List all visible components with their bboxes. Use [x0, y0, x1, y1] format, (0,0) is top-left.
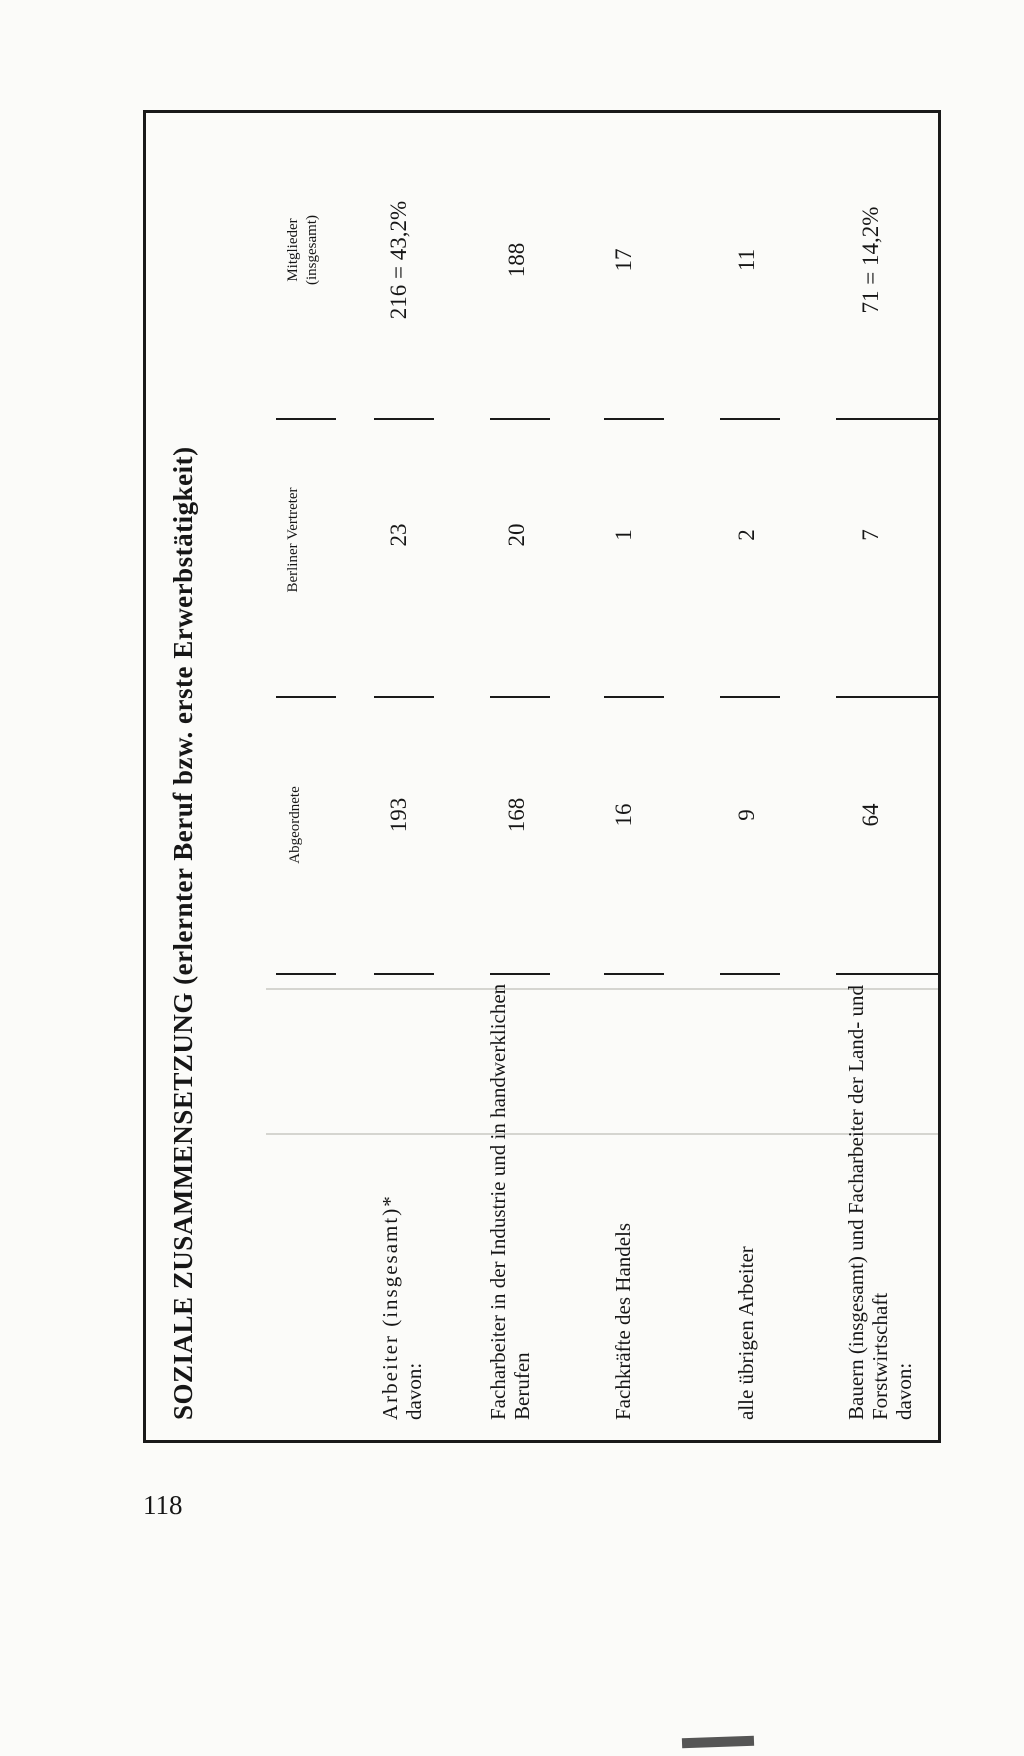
column-separator: [276, 973, 336, 975]
cell-berliner: 7: [858, 529, 883, 541]
cell-mitglieder: 216 = 43,2%: [386, 200, 411, 320]
column-separator: [836, 973, 938, 975]
row-sublabel: davon:: [402, 1362, 426, 1420]
column-separator: [276, 418, 336, 420]
column-separator: [374, 696, 434, 698]
cell-abgeordnete: 9: [734, 809, 759, 821]
cell-abgeordnete: 193: [386, 797, 411, 833]
row-divider: [266, 1133, 938, 1135]
cell-mitglieder: 11: [734, 248, 759, 272]
column-separator: [836, 418, 938, 420]
cell-berliner: 23: [386, 523, 411, 547]
row-label: [844, 980, 916, 1420]
row-label: [378, 1120, 426, 1420]
column-separator: [276, 696, 336, 698]
column-separator: [720, 418, 780, 420]
column-separator: [490, 696, 550, 698]
row-label: [486, 980, 534, 1420]
library-stamp-mark: [682, 1736, 754, 1749]
cell-berliner: 2: [734, 529, 759, 541]
column-separator: [604, 418, 664, 420]
row-label-text: Bauern (insgesamt) und Facharbeiter der Land- und Forstwirtschaft: [844, 984, 892, 1420]
cell-mitglieder: 17: [611, 248, 636, 272]
row-divider: [266, 988, 938, 990]
column-separator: [374, 418, 434, 420]
column-separator: [720, 696, 780, 698]
page-number: 118: [143, 1490, 183, 1520]
cell-abgeordnete: 168: [504, 797, 529, 833]
column-separator: [836, 696, 938, 698]
column-header-berliner-vertreter: Berliner Vertreter: [285, 487, 301, 593]
column-separator: [604, 973, 664, 975]
column-header-mitglieder: Mitglieder (insgesamt): [285, 215, 320, 285]
column-separator: [720, 973, 780, 975]
row-label-text: alle übrigen Arbeiter: [734, 1246, 758, 1420]
row-label-text: Arbeiter (insgesamt)*: [378, 1194, 402, 1420]
row-label-text: Fachkräfte des Handels: [611, 1222, 635, 1420]
table-title: SOZIALE ZUSAMMENSETZUNG (erlernter Beruf bzw. erste Erwerbstätigkeit): [168, 446, 198, 1420]
cell-berliner: 1: [611, 529, 636, 541]
row-label: [734, 1120, 758, 1420]
column-separator: [604, 696, 664, 698]
cell-mitglieder: 71 = 14,2%: [858, 206, 883, 314]
column-separator: [374, 973, 434, 975]
row-label-text: Facharbeiter in der Industrie und in handwerklichen Berufen: [486, 983, 534, 1420]
column-separator: [490, 418, 550, 420]
cell-abgeordnete: 64: [858, 803, 883, 827]
rotated-table-content: [146, 113, 938, 1440]
row-label: [611, 1120, 635, 1420]
column-header-abgeordnete: Abgeordnete: [287, 786, 303, 864]
social-composition-table: [143, 110, 941, 1443]
cell-mitglieder: 188: [504, 242, 529, 278]
cell-abgeordnete: 16: [611, 803, 636, 827]
cell-berliner: 20: [504, 523, 529, 547]
column-separator: [490, 973, 550, 975]
row-sublabel: davon:: [892, 1362, 916, 1420]
